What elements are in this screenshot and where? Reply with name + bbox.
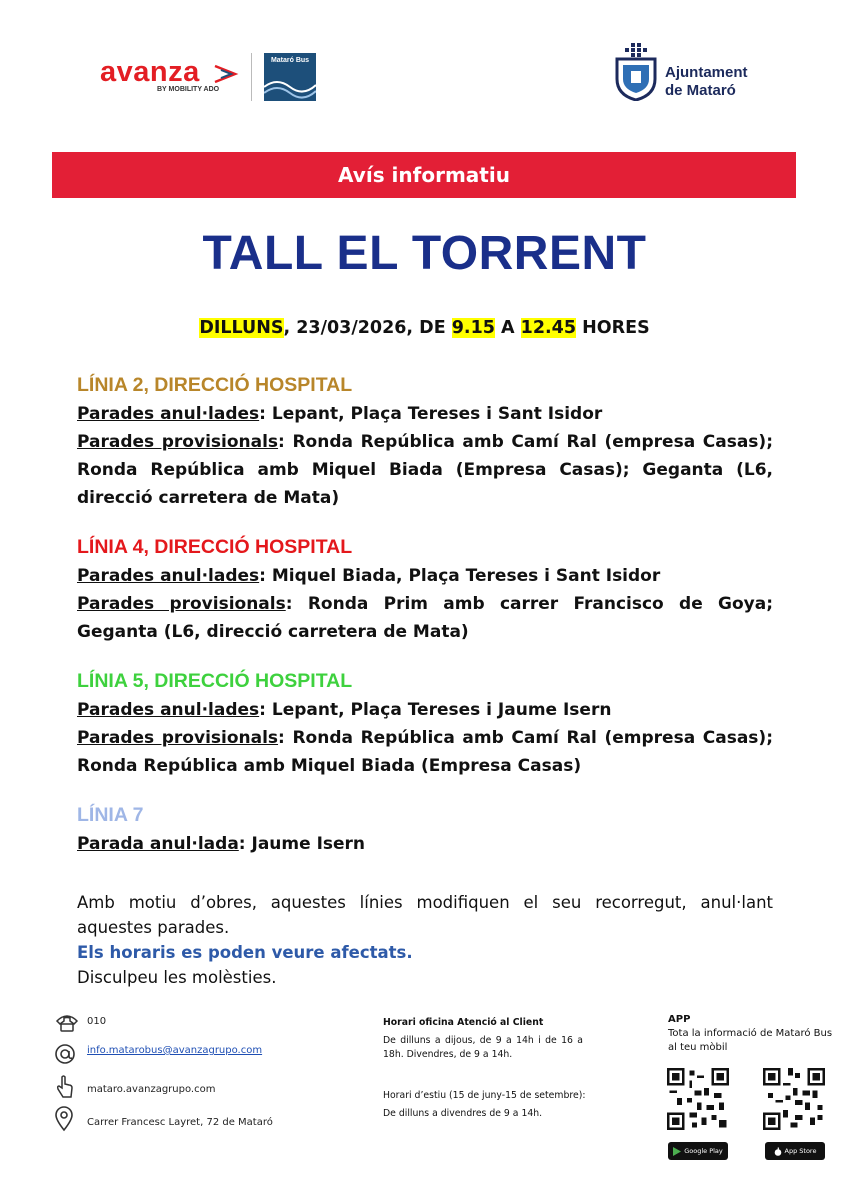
notes-reason: Amb motiu d’obres, aquestes línies modifiquen el seu recorregut, anul·lant aquestes parades.: [77, 893, 773, 937]
app-store-label: App Store: [784, 1147, 817, 1155]
line-5-block: [77, 668, 773, 780]
mataro-bus-logo: [264, 53, 316, 101]
mataro-bus-logo-text: Mataró Bus: [270, 57, 310, 64]
line-7-title: LÍNIA 7: [77, 804, 144, 826]
line-7-cancelled: [77, 830, 773, 858]
logo-divider: [251, 53, 252, 101]
notes-schedules: Els horaris es poden veure afectats.: [77, 943, 413, 962]
line-list: [77, 372, 773, 880]
line-5-title: LÍNIA 5, DIRECCIÓ HOSPITAL: [77, 670, 353, 692]
office-hours-regular: De dilluns a dijous, de 9 a 14h i de 16 a 18h. Divendres, de 9 a 14h.: [383, 1035, 583, 1060]
council-name: [665, 64, 748, 100]
start-time: 9.15: [451, 318, 495, 338]
cancelled-stops: : Jaume Isern: [238, 834, 366, 854]
at-icon: [54, 1043, 76, 1065]
page-title: TALL EL TORRENT: [202, 227, 647, 280]
qr-code-android[interactable]: [667, 1068, 729, 1130]
contact-phone: 010: [87, 1016, 107, 1027]
cancelled-label: Parades anul·lades: [77, 404, 260, 424]
provisional-stops: : Ronda República amb Camí Ral (empresa Casas); Ronda República amb Miquel Biada (Empresa Casas): [77, 728, 773, 776]
contact-email-link[interactable]: info.matarobus@avanzagrupo.com: [87, 1045, 263, 1056]
line-7-block: [77, 802, 773, 858]
date-day: DILLUNS: [199, 318, 284, 338]
office-hours-summer: De dilluns a divendres de 9 a 14h.: [383, 1108, 543, 1119]
avanza-logo-text: avanza: [100, 56, 200, 88]
play-store-icon: [673, 1147, 681, 1156]
notice-banner-label: Avís informatiu: [338, 163, 510, 187]
line-4-cancelled: [77, 562, 773, 590]
notes: [77, 890, 773, 990]
location-pin-icon: [54, 1106, 74, 1132]
date-text-3: HORES: [576, 318, 650, 338]
provisional-label: Parades provisionals: [77, 728, 279, 748]
cancelled-stops: : Miquel Biada, Plaça Tereses i Sant Isidor: [259, 566, 661, 586]
avanza-arrow-icon: [213, 64, 241, 84]
council-name-line2: de Mataró: [665, 82, 736, 99]
provisional-stops: : Ronda Prim amb carrer Francisco de Goya; Geganta (L6, direcció carretera de Mata): [77, 594, 774, 642]
pointer-hand-icon: [54, 1074, 76, 1100]
app-store-badge[interactable]: [765, 1142, 825, 1160]
qr-code-ios[interactable]: [763, 1068, 825, 1130]
cancelled-stops: : Lepant, Plaça Tereses i Jaume Isern: [259, 700, 612, 720]
line-2-block: [77, 372, 773, 512]
line-2-title: LÍNIA 2, DIRECCIÓ HOSPITAL: [77, 374, 353, 396]
date-line: [0, 318, 849, 338]
google-play-label: Google Play: [684, 1147, 723, 1155]
council-emblem-icon: [611, 43, 661, 101]
provisional-label: Parades provisionals: [77, 432, 279, 452]
line-2-provisional: [77, 428, 773, 512]
app-description: Tota la informació de Mataró Bus al teu mòbil: [668, 1028, 833, 1053]
contact-website: mataro.avanzagrupo.com: [87, 1084, 216, 1095]
line-4-block: [77, 534, 773, 646]
date-text-2: A: [494, 318, 521, 338]
line-4-title: LÍNIA 4, DIRECCIÓ HOSPITAL: [77, 536, 353, 558]
end-time: 12.45: [520, 318, 577, 338]
cancelled-label: Parades anul·lades: [77, 566, 260, 586]
provisional-label: Parades provisionals: [77, 594, 286, 614]
council-name-line1: Ajuntament: [665, 64, 748, 81]
cancelled-stops: : Lepant, Plaça Tereses i Sant Isidor: [259, 404, 603, 424]
wave-icon: [264, 73, 316, 101]
notes-apology: Disculpeu les molèsties.: [77, 968, 277, 987]
line-2-cancelled: [77, 400, 773, 428]
line-5-cancelled: [77, 696, 773, 724]
apple-icon: [774, 1147, 782, 1156]
office-hours-summer-title: Horari d’estiu (15 de juny-15 de setembre):: [383, 1090, 586, 1101]
cancelled-label: Parades anul·lades: [77, 700, 260, 720]
phone-icon: [54, 1013, 80, 1033]
date-text-1: , 23/03/2026, DE: [283, 318, 452, 338]
google-play-badge[interactable]: [668, 1142, 728, 1160]
line-5-provisional: [77, 724, 773, 780]
office-hours-title: Horari oficina Atenció al Client: [383, 1017, 544, 1028]
provisional-stops: : Ronda República amb Camí Ral (empresa Casas); Ronda República amb Miquel Biada (Empresa Casas); Geganta (L6, direcció carretera de Mata): [77, 432, 773, 508]
app-title: APP: [668, 1014, 691, 1025]
notice-banner: [52, 152, 796, 198]
contact-address: Carrer Francesc Layret, 72 de Mataró: [87, 1117, 273, 1128]
avanza-logo-subtitle: BY MOBILITY ADO: [157, 86, 220, 93]
line-4-provisional: [77, 590, 773, 646]
cancelled-label: Parada anul·lada: [77, 834, 239, 854]
